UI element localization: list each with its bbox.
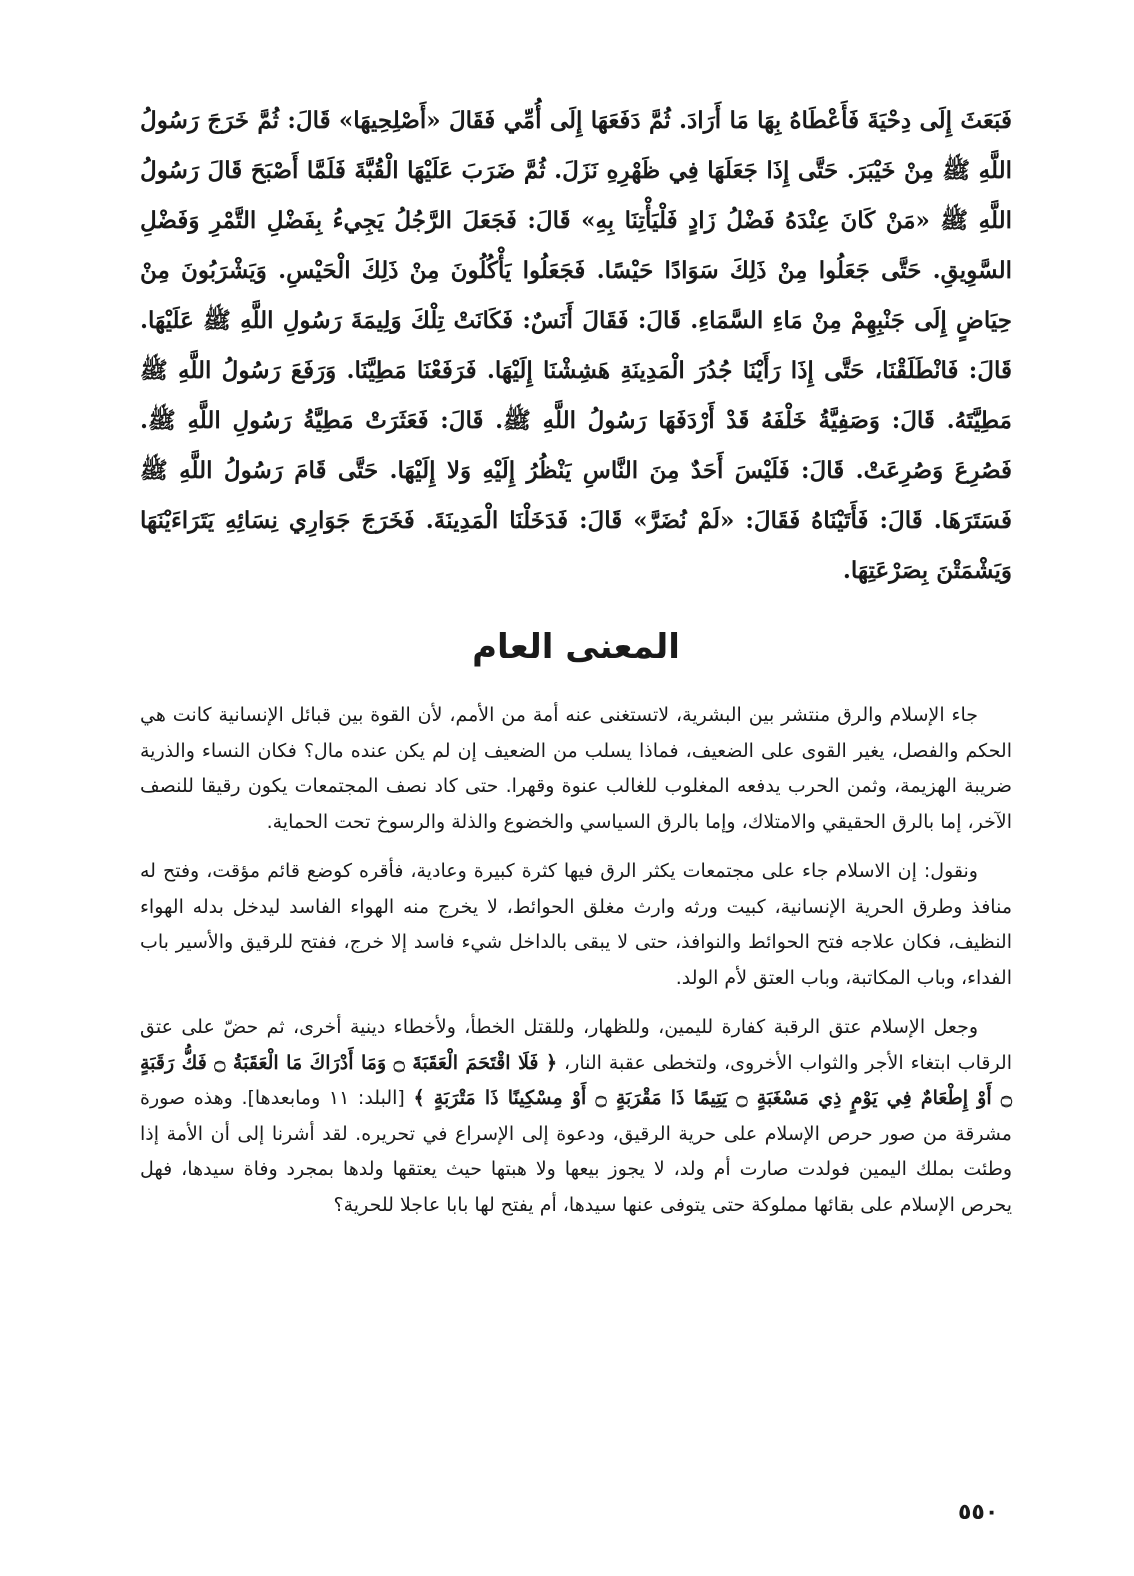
hadith-text: فَبَعَثَ إِلَى دِحْيَةَ فَأَعْطَاهُ بِهَا مَا أَرَادَ. ثُمَّ دَفَعَهَا إِلَى أُمِّي فَقَالَ «أَصْلِحِيهَا» قَالَ: ثُمَّ خَرَجَ رَسُولُ اللَّهِ ﷺ مِنْ خَيْبَرَ. حَتَّى إِذَا جَعَلَهَا فِي ظَهْرِهِ نَزَلَ. ثُمَّ ضَرَبَ عَلَيْهَا الْقُبَّةَ فَلَمَّا أَصْبَحَ قَالَ رَسُولُ اللَّهِ ﷺ «مَنْ كَانَ عِنْدَهُ فَضْلُ زَادٍ فَلْيَأْتِنَا بِهِ» قَالَ: فَجَعَلَ الرَّجُلُ يَجِيءُ بِفَضْلِ التَّمْرِ وَفَضْلِ السَّوِيقِ. حَتَّى جَعَلُوا مِنْ ذَلِكَ سَوَادًا حَيْسًا. فَجَعَلُوا يَأْكُلُونَ مِنْ ذَلِكَ الْحَيْسِ. وَيَشْرَبُونَ مِنْ حِيَاضٍ إِلَى جَنْبِهِمْ مِنْ مَاءِ السَّمَاءِ. قَالَ: فَقَالَ أَنَسٌ: فَكَانَتْ تِلْكَ وَلِيمَةَ رَسُولِ اللَّهِ ﷺ عَلَيْهَا. قَالَ: فَانْطَلَقْنَا، حَتَّى إِذَا رَأَيْنَا جُدُرَ الْمَدِينَةِ هَشِشْنَا إِلَيْهَا. فَرَفَعْنَا مَطِيَّنَا. وَرَفَعَ رَسُولُ اللَّهِ ﷺ مَطِيَّتَهُ. قَالَ: وَصَفِيَّةُ خَلْفَهُ قَدْ أَرْدَفَهَا رَسُولُ اللَّهِ ﷺ. قَالَ: فَعَثَرَتْ مَطِيَّةُ رَسُولِ اللَّهِ ﷺ. فَصُرِعَ وَصُرِعَتْ. قَالَ: فَلَيْسَ أَحَدٌ مِنَ النَّاسِ يَنْظُرُ إِلَيْهِ وَلا إِلَيْهَا. حَتَّى قَامَ رَسُولُ اللَّهِ ﷺ فَسَتَرَهَا. قَالَ: فَأَتَيْنَاهُ فَقَالَ: «لَمْ نُضَرَّ» قَالَ: فَدَخَلْنَا الْمَدِينَةَ. فَخَرَجَ جَوَارِي نِسَائِهِ يَتَرَاءَيْنَهَا وَيَشْمَتْنَ بِصَرْعَتِهَا.	[140, 107, 1012, 584]
page-number: ٥٥٠	[958, 1500, 999, 1525]
quran-verse: ﴿ فَلَا اقْتَحَمَ الْعَقَبَةَ ۝ وَمَا أَدْرَاكَ مَا الْعَقَبَةُ ۝ فَكُّ رَقَبَةٍ ۝ أَوْ إِطْعَامٌ فِي يَوْمٍ ذِي مَسْغَبَةٍ ۝ يَتِيمًا ذَا مَقْرَبَةٍ ۝ أَوْ مِسْكِينًا ذَا مَتْرَبَةٍ ﴾	[140, 1051, 1012, 1109]
section-title: المعنى العام	[472, 627, 680, 667]
paragraph-2: ونقول: إن الاسلام جاء على مجتمعات يكثر الرق فيها كثرة كبيرة وعادية، فأقره كوضع قائم مؤقت، وفتح له منافذ وطرق الحرية الإنسانية، كبيت ورثه وارث مغلق الحوائط، لا يخرج منه الهواء الفاسد ليدخل بدله الهواء النظيف، فكان علاجه فتح الحوائط والنوافذ، حتى لا يبقى بالداخل شيء فاسد إلا خرج، ففتح للرقيق والأسير باب الفداء، وباب المكاتبة، وباب العتق لأم الولد.	[140, 860, 1012, 989]
paragraph-3-intro: وجعل الإسلام عتق الرقبة كفارة لليمين، وللظهار، وللقتل الخطأ، ولأخطاء دينية أخرى، ثم حضّ على عتق الرقاب ابتغاء الأجر والثواب الأخروى، ولتخطى عقبة النار،	[140, 1016, 1012, 1074]
paragraph-3	[140, 1010, 1012, 1223]
page-content	[140, 96, 1012, 1237]
paragraph-3-rest: [البلد: ١١ ومابعدها]. وهذه صورة مشرقة من صور حرص الإسلام على حرية الرقيق، ودعوة إلى الإسراع في تحريره. لقد أشرنا إلى أن الأمة إذا وطئت بملك اليمين فولدت صارت أم ولد، لا يجوز بيعها ولا هبتها حيث يعتقها ولدها بمجرد وفاة سيدها، فهل يحرص الإسلام على بقائها مملوكة حتى يتوفى عنها سيدها، أم يفتح لها بابا عاجلا للحرية؟	[140, 1087, 1012, 1216]
paragraph-1: جاء الإسلام والرق منتشر بين البشرية، لاتستغنى عنه أمة من الأمم، لأن القوة بين قبائل الإنسانية كانت هي الحكم والفصل، يغير القوى على الضعيف، فماذا يسلب من الضعيف إن لم يكن عنده مال؟ فكان النساء والذرية ضريبة الهزيمة، وثمن الحرب يدفعه المغلوب للغالب عنوة وقهرا. حتى كاد نصف المجتمعات يكون رقيقا للنصف الآخر، إما بالرق الحقيقي والامتلاك، وإما بالرق السياسي والخضوع والذلة والرسوخ تحت الحماية.	[140, 704, 1012, 833]
